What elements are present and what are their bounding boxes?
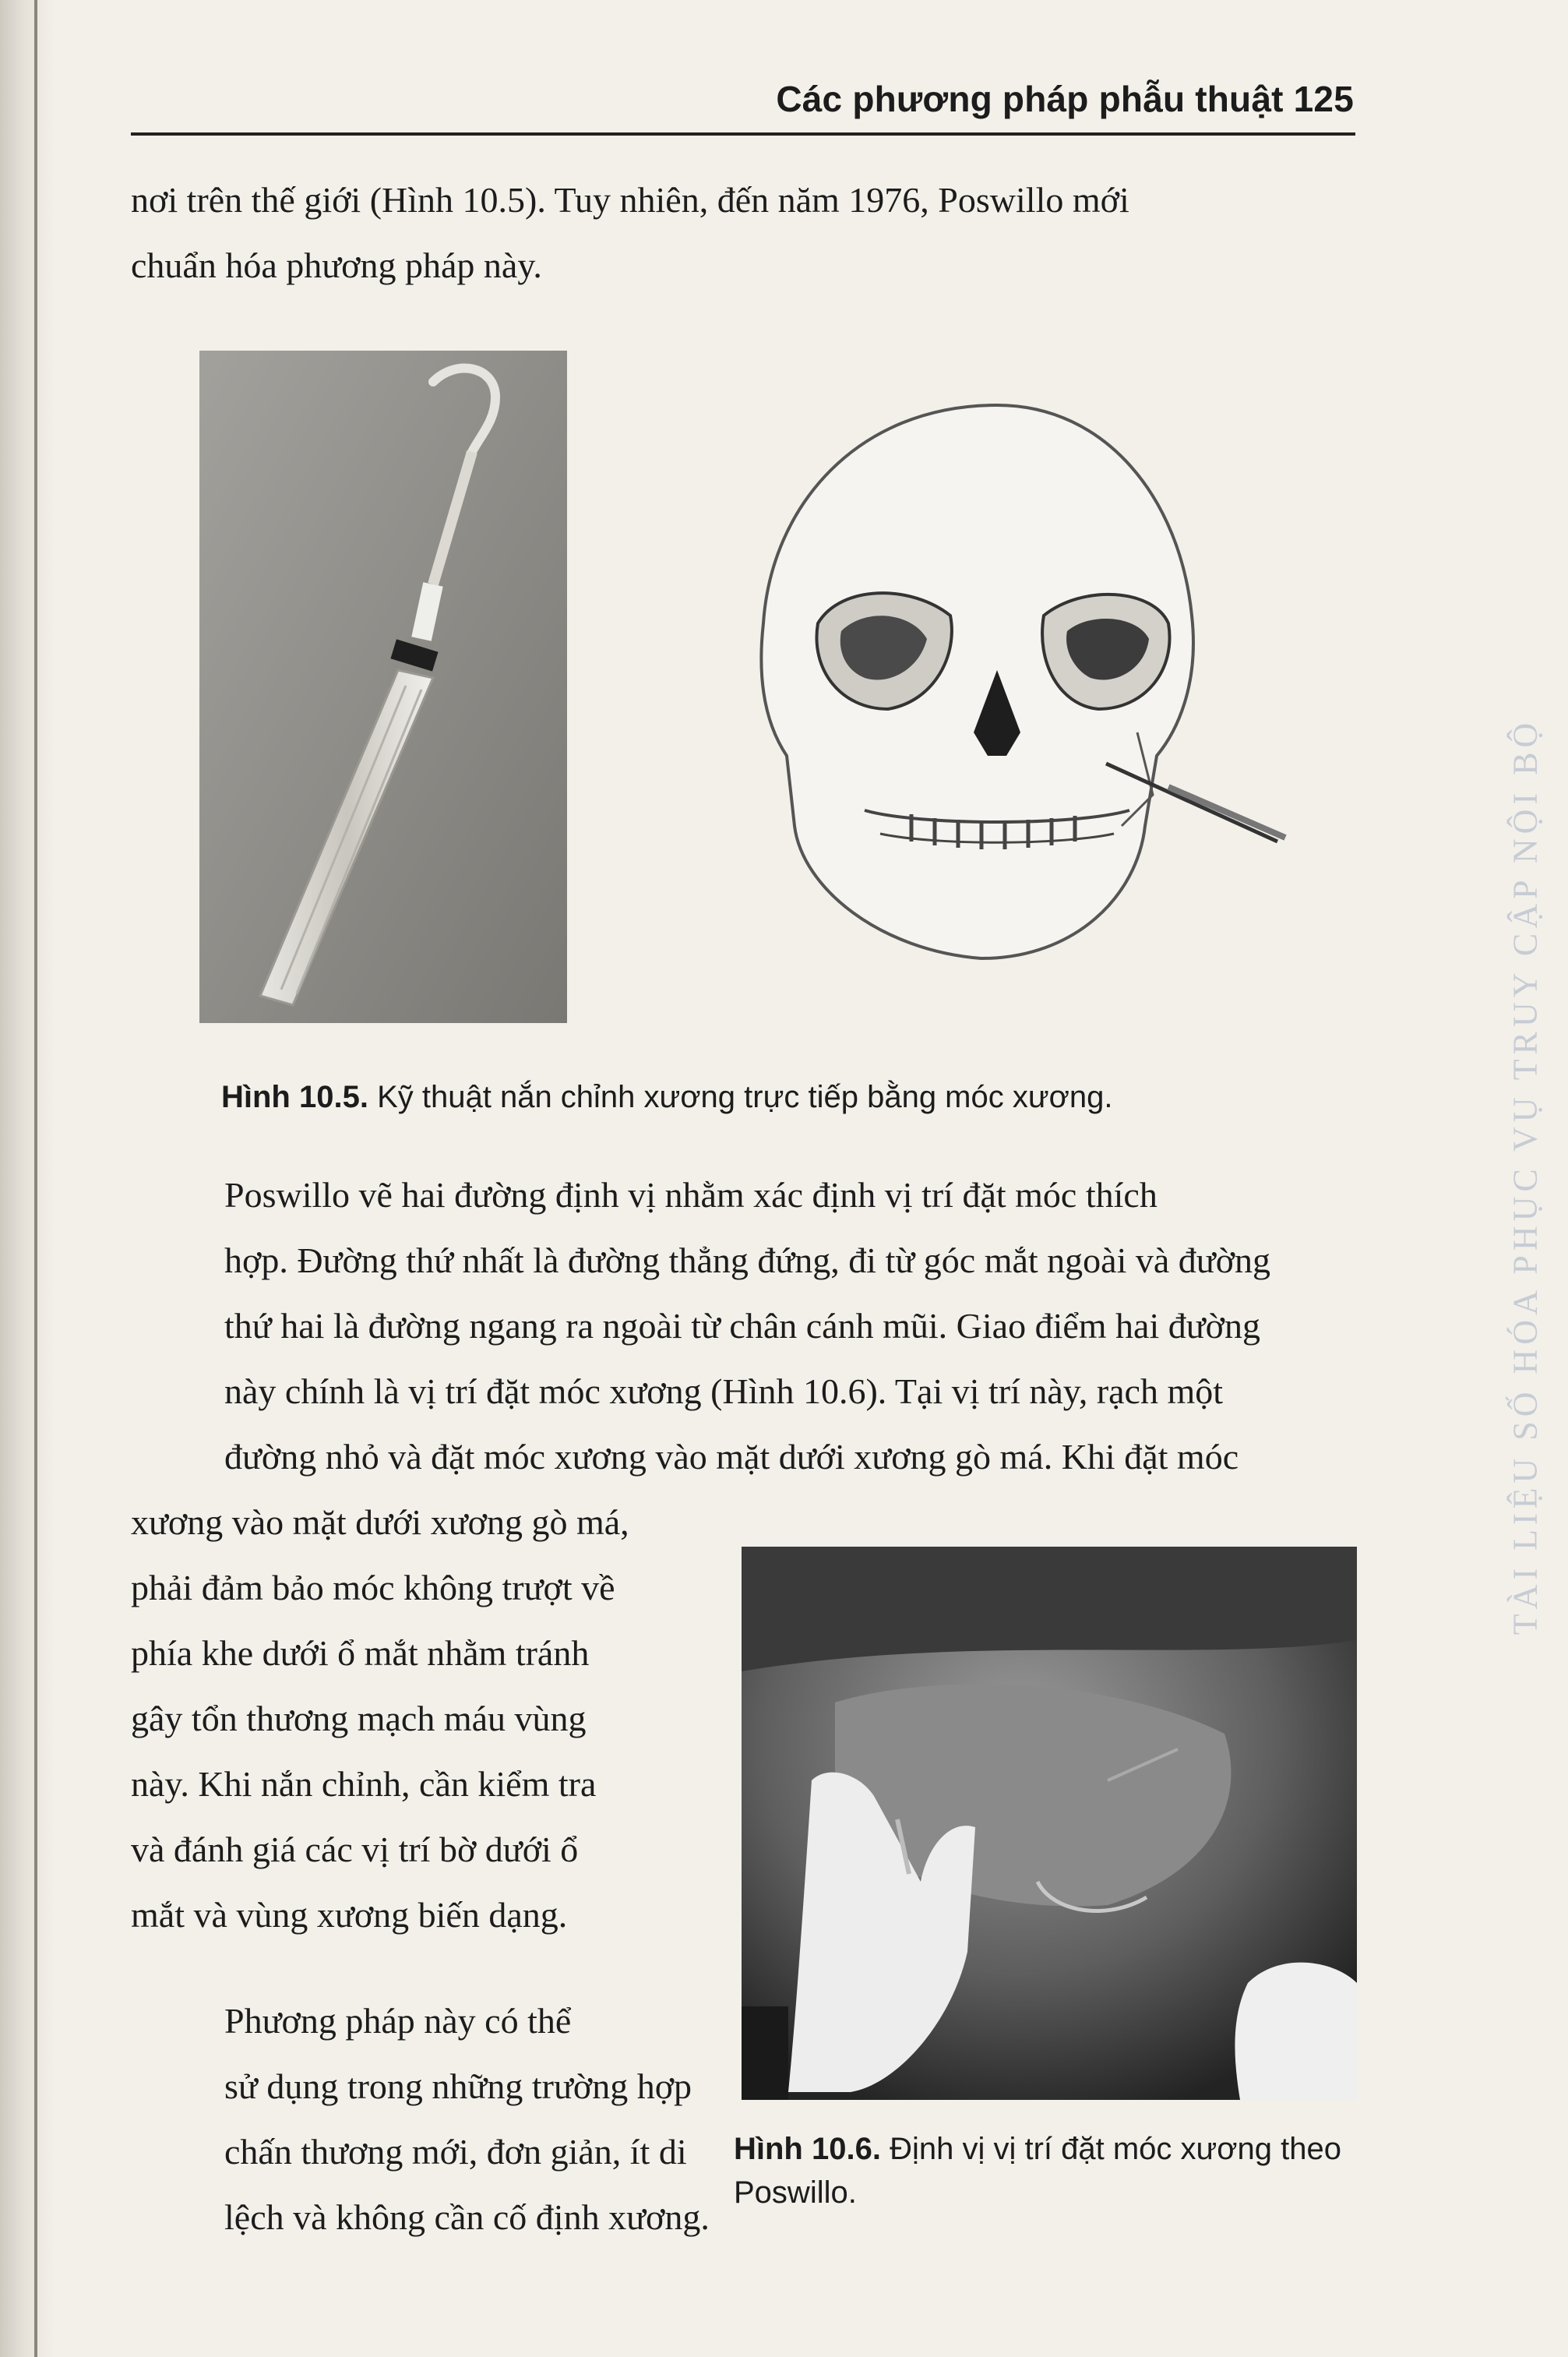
text-line: gây tổn thương mạch máu vùng <box>131 1699 587 1738</box>
figure-10-5-caption <box>221 1075 1112 1119</box>
running-header <box>776 78 1354 120</box>
book-spine-shadow <box>0 0 55 2357</box>
text-line: Poswillo vẽ hai đường định vị nhằm xác định vị trí đặt móc thích <box>224 1175 1158 1215</box>
text-line: chuẩn hóa phương pháp này. <box>131 245 542 285</box>
figure-caption-text: Kỹ thuật nắn chỉnh xương trực tiếp bằng móc xương. <box>377 1080 1113 1114</box>
text-line: chấn thương mới, đơn giản, ít di <box>224 2132 687 2172</box>
text-line: hợp. Đường thứ nhất là đường thẳng đứng, đi từ góc mắt ngoài và đường <box>224 1240 1271 1280</box>
text-line: lệch và không cần cố định xương. <box>224 2197 710 2237</box>
text-line: sử dụng trong những trường hợp <box>224 2066 692 2106</box>
paragraph-4 <box>131 1988 710 2250</box>
figure-10-6-caption <box>734 2127 1372 2214</box>
skull-illustration <box>701 390 1293 982</box>
text-line: phải đảm bảo móc không trượt về <box>131 1568 615 1607</box>
header-rule <box>131 132 1355 136</box>
intro-paragraph <box>131 168 1355 298</box>
figure-label: Hình 10.6. <box>734 2132 881 2166</box>
text-line: này. Khi nắn chỉnh, cần kiểm tra <box>131 1764 597 1804</box>
text-line: mắt và vùng xương biến dạng. <box>131 1895 568 1935</box>
surgical-photo <box>742 1547 1357 2100</box>
bone-hook-photo <box>199 351 567 1023</box>
text-line: thứ hai là đường ngang ra ngoài từ chân cánh mũi. Giao điểm hai đường <box>224 1306 1261 1346</box>
book-gutter-line <box>34 0 37 2357</box>
figure-caption-text: Định vị vị trí đặt móc xương theo Poswillo. <box>734 2132 1341 2210</box>
paragraph-3 <box>131 1490 684 1948</box>
text-line: phía khe dưới ổ mắt nhằm tránh <box>131 1633 590 1673</box>
text-line: đường nhỏ và đặt móc xương vào mặt dưới xương gò má. Khi đặt móc <box>224 1437 1239 1477</box>
text-line: nơi trên thế giới (Hình 10.5). Tuy nhiên, đến năm 1976, Poswillo mới <box>131 180 1129 220</box>
figure-label: Hình 10.5. <box>221 1080 368 1114</box>
text-line: và đánh giá các vị trí bờ dưới ổ <box>131 1829 579 1869</box>
paragraph-2 <box>131 1163 1355 1490</box>
header-title: Các phương pháp phẫu thuật <box>776 79 1284 119</box>
text-line: này chính là vị trí đặt móc xương (Hình 10.6). Tại vị trí này, rạch một <box>224 1371 1224 1411</box>
archive-watermark: TÀI LIỆU SỐ HÓA PHỤC VỤ TRUY CẬP NỘI BỘ <box>1506 718 1545 1635</box>
text-line: Phương pháp này có thể <box>224 2001 572 2041</box>
page-number: 125 <box>1293 79 1354 119</box>
text-line: xương vào mặt dưới xương gò má, <box>131 1502 629 1542</box>
